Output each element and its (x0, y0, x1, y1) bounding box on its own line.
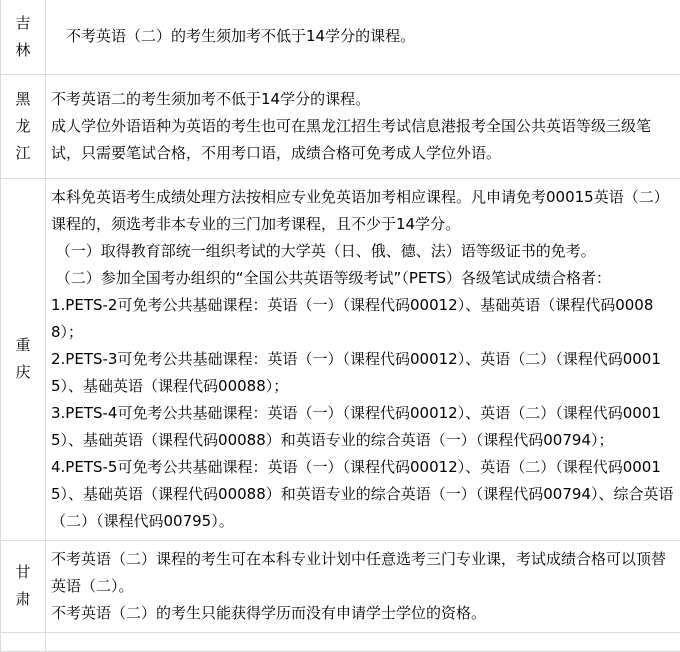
table-row-heilongjiang (1, 74, 680, 178)
province-label-heilongjiang: 黑龙江 (16, 86, 31, 167)
content-cell-chongqing (46, 178, 680, 540)
content-cell-jilin (46, 0, 680, 74)
table-row-chongqing (1, 178, 680, 540)
paragraph: 2.PETS-3可免考公共基础课程：英语（一）（课程代码00012）、英语（二）（课程代码00015）、基础英语（课程代码00088）； (51, 346, 674, 400)
paragraph: 不考英语（二）的考生只能获得学历而没有申请学士学位的资格。 (51, 600, 674, 627)
paragraph: 1.PETS-2可免考公共基础课程：英语（一）（课程代码00012）、基础英语（课程代码00088）； (51, 292, 674, 346)
province-cell-partial (1, 632, 46, 651)
table-row-jilin (1, 0, 680, 74)
paragraph: 不考英语（二）课程的考生可在本科专业计划中任意选考三门专业课，考试成绩合格可以顶替英语（二）。 (51, 546, 674, 600)
paragraph: 4.PETS-5可免考公共基础课程：英语（一）（课程代码00012）、英语（二）（课程代码00015）、基础英语（课程代码00088）和英语专业的综合英语（一）（课程代码00794）、综合英语（二）（课程代码00795）。 (51, 454, 674, 535)
province-cell-gansu (1, 540, 46, 632)
paragraph: 不考英语二的考生须加考不低于14学分的课程。 (51, 86, 674, 113)
paragraph: （二）参加全国考办组织的“全国公共英语等级考试”（PETS）各级笔试成绩合格者： (51, 265, 674, 292)
province-cell-jilin (1, 0, 46, 74)
content-cell-partial (46, 632, 680, 651)
province-cell-chongqing (1, 178, 46, 540)
content-cell-gansu (46, 540, 680, 632)
paragraph: 不考英语（二）的考生须加考不低于14学分的课程。 (51, 23, 674, 50)
paragraph: 成人学位外语语种为英语的考生也可在黑龙江招生考试信息港报考全国公共英语等级三级笔试，只需要笔试合格，不用考口语，成绩合格可免考成人学位外语。 (51, 113, 674, 167)
table-row-partial (1, 632, 680, 651)
paragraph: （一）取得教育部统一组织考试的大学英（日、俄、德、法）语等级证书的免考。 (51, 238, 674, 265)
province-label-jilin: 吉林 (16, 10, 31, 64)
content-cell-heilongjiang (46, 74, 680, 178)
table-row-gansu (1, 540, 680, 632)
paragraph: 本科免英语考生成绩处理方法按相应专业免英语加考相应课程。凡申请免考00015英语（二）课程的，须选考非本专业的三门加考课程，且不少于14学分。 (51, 184, 674, 238)
paragraph: 3.PETS-4可免考公共基础课程：英语（一）（课程代码00012）、英语（二）（课程代码00015）、基础英语（课程代码00088）和英语专业的综合英语（一）（课程代码00794）； (51, 400, 674, 454)
province-label-gansu: 甘肃 (16, 559, 31, 613)
province-cell-heilongjiang (1, 74, 46, 178)
province-label-chongqing: 重庆 (16, 332, 31, 386)
